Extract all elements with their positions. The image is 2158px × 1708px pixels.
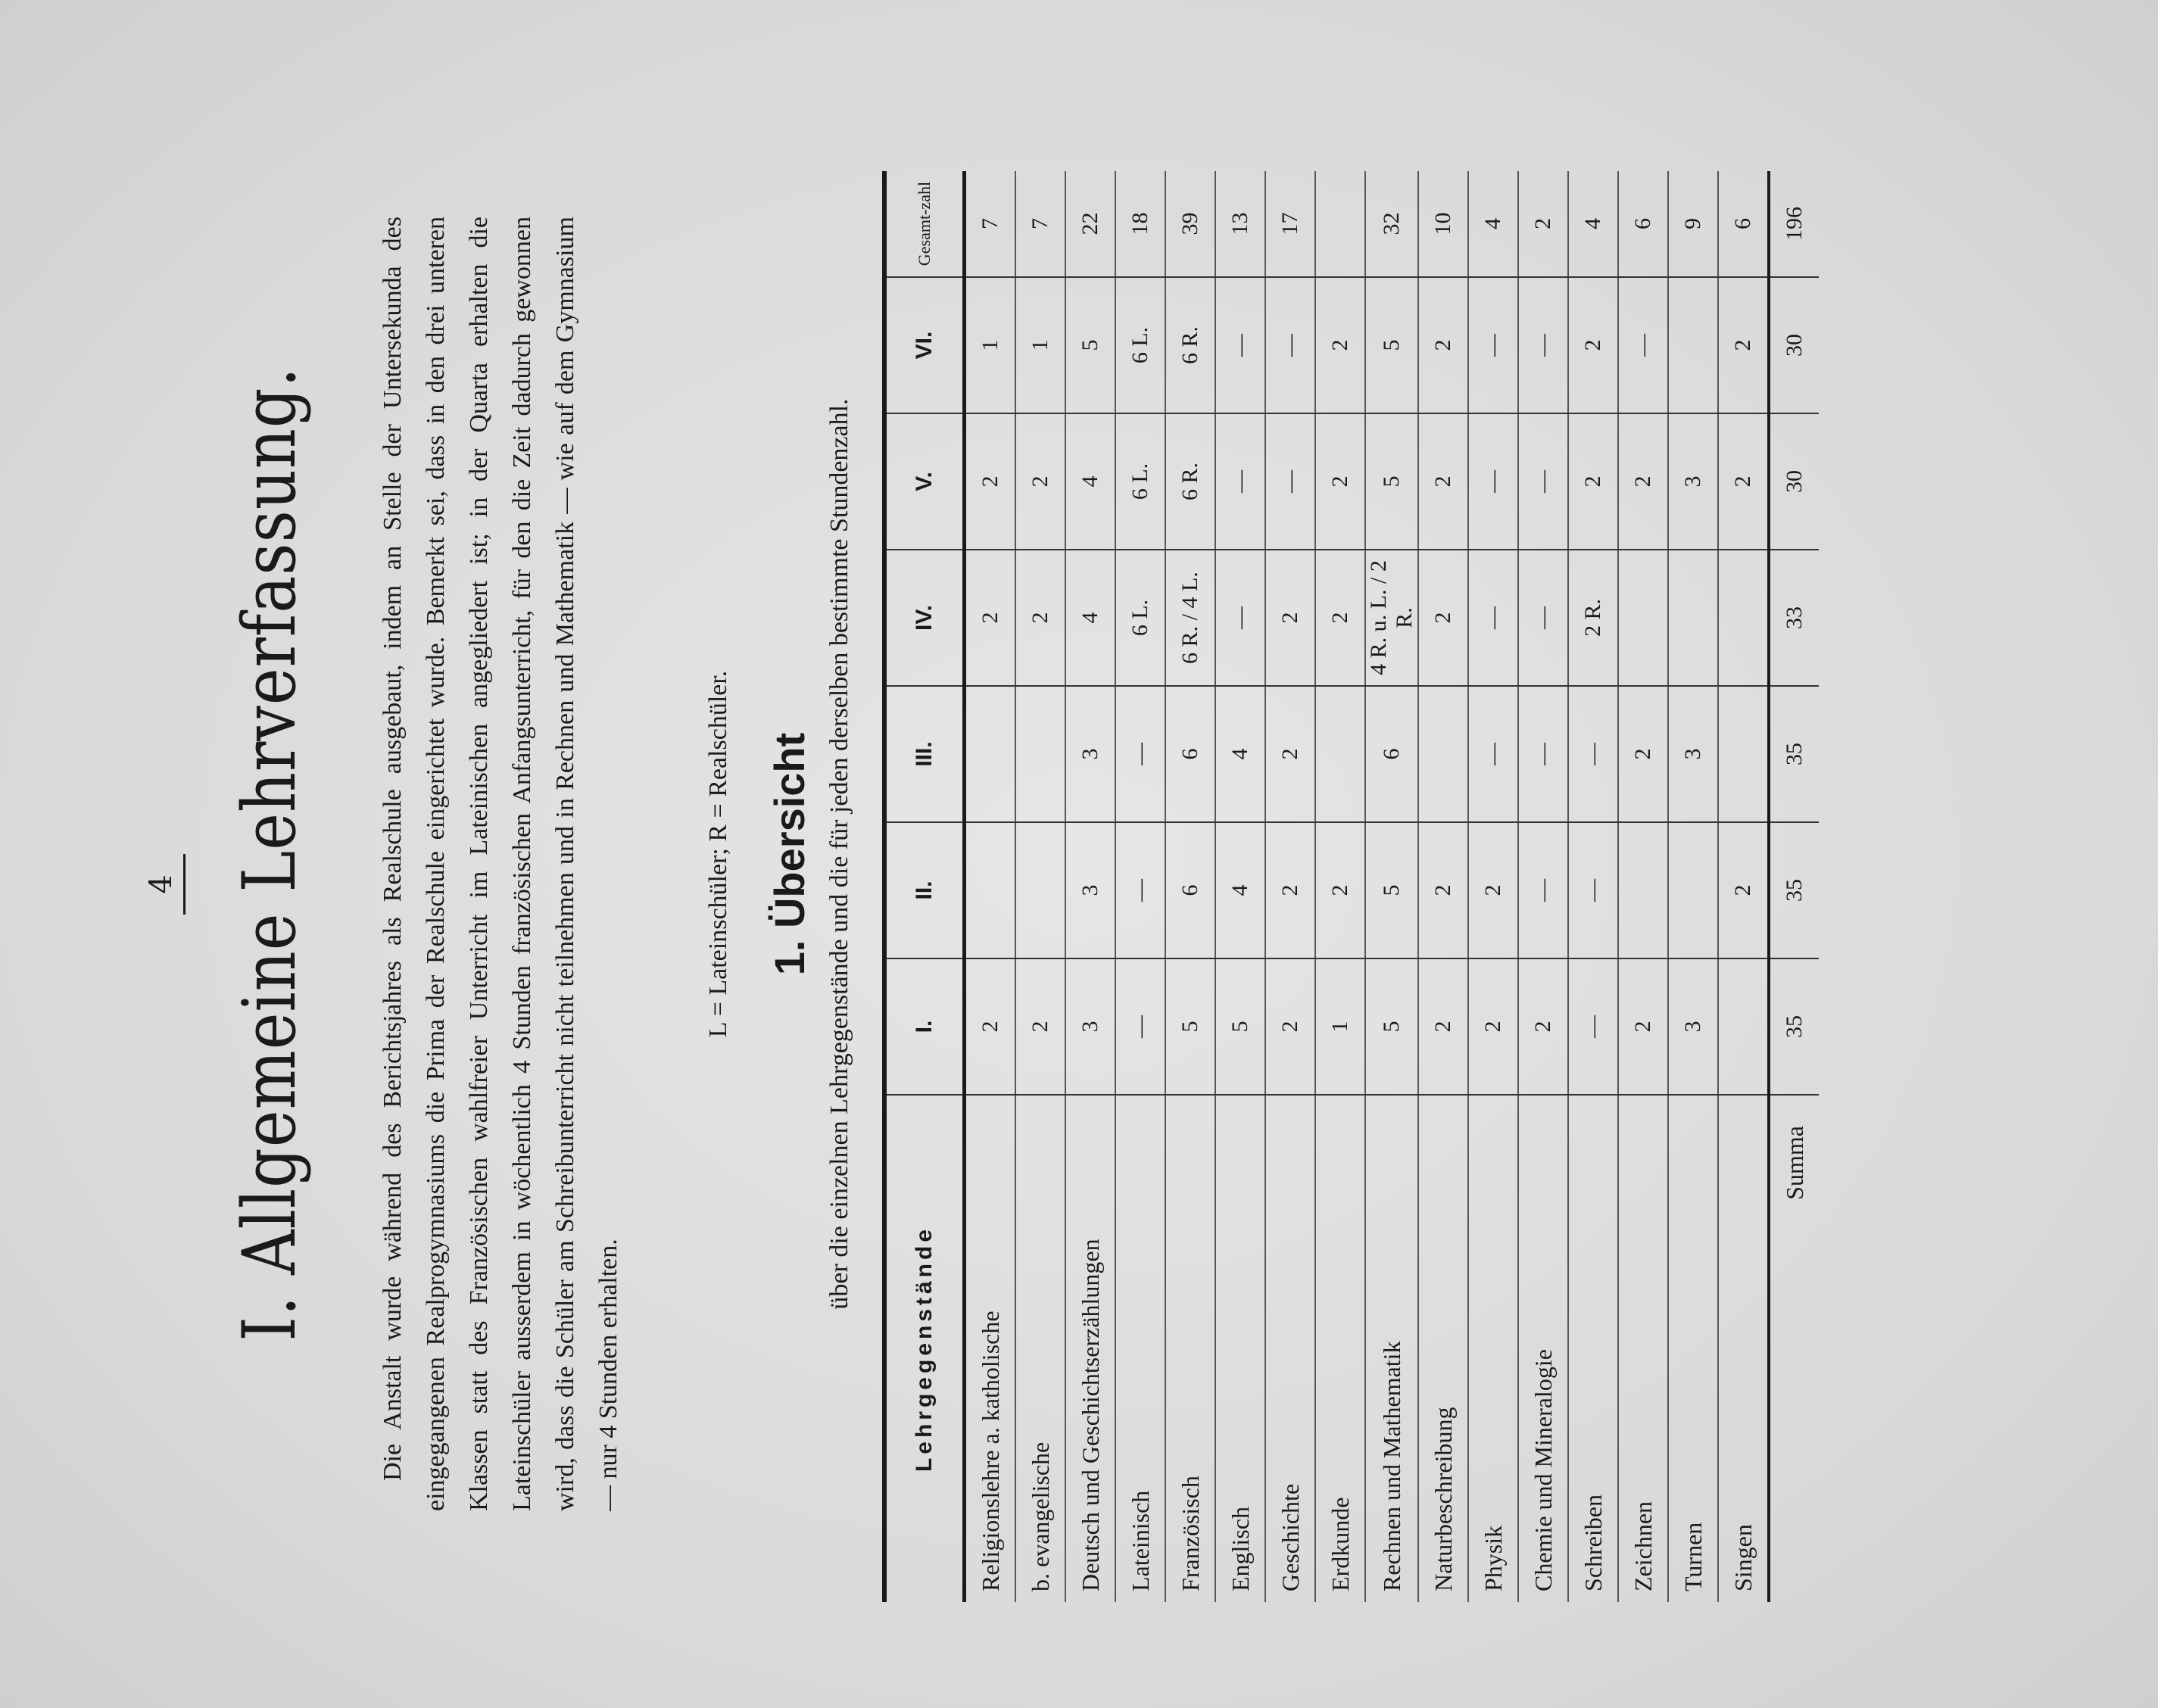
hours-cell: 2 — [1518, 958, 1568, 1095]
hours-cell: — — [1215, 277, 1265, 413]
hours-cell: 2 — [1418, 958, 1468, 1095]
overview-table — [882, 171, 1819, 1602]
hours-cell: 4 — [1065, 550, 1115, 686]
hours-cell: 2 — [1265, 686, 1315, 822]
table-row — [1215, 171, 1265, 1602]
hours-cell: 6 L. — [1115, 550, 1165, 686]
header-class-v: V. — [884, 413, 965, 550]
hours-cell: 1 — [1315, 958, 1365, 1095]
hours-cell: — — [1468, 550, 1518, 686]
hours-cell: 2 — [1418, 550, 1468, 686]
hours-cell — [1015, 822, 1065, 958]
subject-cell — [1668, 1095, 1718, 1602]
subject-label: Zeichnen — [1629, 1501, 1657, 1591]
subject-label: Deutsch und Geschichtserzählungen — [1076, 1239, 1104, 1591]
total-cell: 13 — [1215, 171, 1265, 277]
hours-cell: 3 — [1065, 958, 1115, 1095]
hours-cell: — — [1265, 413, 1315, 550]
hours-cell: — — [1468, 277, 1518, 413]
hours-cell: 2 R. — [1568, 550, 1618, 686]
hours-cell: 6 — [1165, 686, 1215, 822]
hours-cell — [1618, 550, 1668, 686]
hours-cell: 2 — [1315, 413, 1365, 550]
hours-cell: 5 — [1365, 958, 1418, 1095]
summary-label: Summa — [1780, 1126, 1808, 1200]
subject-label: Geschichte — [1276, 1483, 1304, 1591]
total-cell: 17 — [1265, 171, 1315, 277]
subject-label: Chemie und Mineralogie — [1529, 1349, 1557, 1591]
table-row — [1618, 171, 1668, 1602]
overview-table-wrapper — [882, 171, 1819, 1602]
hours-cell — [965, 822, 1016, 958]
total-cell: 6 — [1718, 171, 1769, 277]
table-row — [1365, 171, 1418, 1602]
hours-cell: 2 — [1568, 413, 1618, 550]
header-class-vi: VI. — [884, 277, 965, 413]
hours-cell: 6 R. — [1165, 277, 1215, 413]
hours-cell — [1718, 958, 1769, 1095]
page-title: I. Allgemeine Lehrverfassung. — [227, 366, 312, 1342]
header-total: Gesamt-zahl — [884, 171, 965, 277]
subject-label: Rechnen und Mathematik — [1377, 1341, 1405, 1591]
hours-cell: — — [1568, 958, 1618, 1095]
header-class-ii: II. — [884, 822, 965, 958]
hours-cell: 1 — [965, 277, 1016, 413]
hours-cell: — — [1468, 686, 1518, 822]
hours-cell: 2 — [1315, 277, 1365, 413]
total-cell: 7 — [1015, 171, 1065, 277]
hours-cell: 2 — [1015, 550, 1065, 686]
header-class-iv: IV. — [884, 550, 965, 686]
total-cell: 7 — [965, 171, 1016, 277]
table-row — [1518, 171, 1568, 1602]
intro-paragraph — [371, 217, 630, 1511]
subject-cell — [1468, 1095, 1518, 1602]
header-class-iii: III. — [884, 686, 965, 822]
hours-cell: 5 — [1365, 277, 1418, 413]
total-cell: 9 — [1668, 171, 1718, 277]
total-cell: 22 — [1065, 171, 1115, 277]
table-header-row — [884, 171, 965, 1602]
summary-cell: 33 — [1769, 550, 1819, 686]
hours-cell: — — [1518, 822, 1568, 958]
hours-cell: 2 — [1418, 822, 1468, 958]
hours-cell: — — [1568, 822, 1618, 958]
hours-cell: 2 — [1315, 550, 1365, 686]
hours-cell: 2 — [1418, 413, 1468, 550]
hours-cell: 6 L. — [1115, 413, 1165, 550]
section-subtitle: über die einzelnen Lehrgegenstände und die für jeden derselben bestimmte Stundenzahl. — [825, 398, 853, 1310]
hours-cell: — — [1215, 413, 1265, 550]
hours-cell: — — [1518, 413, 1568, 550]
total-cell: 10 — [1418, 171, 1468, 277]
hours-cell: 5 — [1165, 958, 1215, 1095]
total-cell: 32 — [1365, 171, 1418, 277]
subject-label: Lateinisch — [1126, 1490, 1154, 1591]
hours-cell — [1668, 550, 1718, 686]
hours-cell: 4 — [1215, 822, 1265, 958]
summary-cell: 30 — [1769, 277, 1819, 413]
subject-cell — [1618, 1095, 1668, 1602]
hours-cell: — — [1115, 686, 1165, 822]
header-subjects: Lehrgegenstände — [884, 1095, 965, 1602]
hours-cell: 2 — [1265, 550, 1315, 686]
hours-cell: 2 — [1015, 958, 1065, 1095]
subject-label: Singen — [1729, 1524, 1757, 1591]
hours-cell — [1015, 686, 1065, 822]
hours-cell: 2 — [1718, 822, 1769, 958]
total-cell — [1315, 171, 1365, 277]
hours-cell: 6 R. / 4 L. — [1165, 550, 1215, 686]
total-cell: 2 — [1518, 171, 1568, 277]
hours-cell: — — [1518, 277, 1568, 413]
hours-cell: 2 — [1468, 822, 1518, 958]
hours-cell: 6 L. — [1115, 277, 1165, 413]
section-title: 1. Übersicht — [766, 732, 813, 976]
hours-cell: — — [1568, 686, 1618, 822]
hours-cell: 3 — [1668, 958, 1718, 1095]
hours-cell: 2 — [1265, 958, 1315, 1095]
subject-cell — [1518, 1095, 1568, 1602]
subject-label: Englisch — [1226, 1507, 1254, 1591]
subject-label: Physik — [1479, 1525, 1507, 1591]
table-row — [1718, 171, 1769, 1602]
table-row — [1568, 171, 1618, 1602]
total-cell: 39 — [1165, 171, 1215, 277]
subject-label: Französisch — [1176, 1476, 1204, 1591]
hours-cell: 6 — [1365, 686, 1418, 822]
subject-cell — [1315, 1095, 1365, 1602]
hours-cell: — — [1468, 413, 1518, 550]
summary-row — [1769, 171, 1819, 1602]
summary-cell: 30 — [1769, 413, 1819, 550]
table-row — [1115, 171, 1165, 1602]
page-number: 4 — [144, 854, 186, 915]
header-class-i: I. — [884, 958, 965, 1095]
subject-label: Schreiben — [1579, 1494, 1607, 1591]
subject-label: b. evangelische — [1026, 1442, 1054, 1591]
intro-text: Die Anstalt wurde während des Berichtsjahres als Realschule ausgebaut, indem an Stelle der Untersekunda des eingegangenen Realprogymnasiums die Prima der Realschule eingerichtet wurde. Bemerkt sei, dass in den drei unteren Klassen statt des Französischen wahlfreier Unterricht im Lateinischen angegliedert ist; in der Quarta erhalten die Lateinschüler ausserdem in wöchentlich 4 Stunden französischen Anfangsunterricht, für den die Zeit dadurch gewonnen wird, dass die Schüler am Schreibunterricht nicht teilnehmen und in Rechnen und Mathematik — wie auf dem Gymnasium — nur 4 Stunden erhalten. — [379, 217, 622, 1511]
hours-cell — [965, 686, 1016, 822]
subject-label: Naturbeschreibung — [1429, 1407, 1457, 1591]
hours-cell — [1718, 550, 1769, 686]
abbreviation-legend: L = Lateinschüler; R = Realschüler. — [704, 670, 732, 1038]
hours-cell: 2 — [1568, 277, 1618, 413]
hours-cell: 2 — [965, 958, 1016, 1095]
hours-cell: — — [1215, 550, 1265, 686]
hours-cell: — — [1115, 822, 1165, 958]
hours-cell — [1418, 686, 1468, 822]
hours-cell: 4 R. u. L. / 2 R. — [1365, 550, 1418, 686]
summary-cell: 35 — [1769, 958, 1819, 1095]
hours-cell: 3 — [1668, 413, 1718, 550]
summary-cell: 35 — [1769, 686, 1819, 822]
subject-cell — [1065, 1095, 1115, 1602]
hours-cell: 2 — [965, 413, 1016, 550]
hours-cell: 2 — [1718, 413, 1769, 550]
hours-cell — [1315, 686, 1365, 822]
subject-cell — [1115, 1095, 1165, 1602]
hours-cell: 3 — [1668, 686, 1718, 822]
hours-cell: — — [1618, 277, 1668, 413]
table-row — [1015, 171, 1065, 1602]
hours-cell: 3 — [1065, 686, 1115, 822]
hours-cell: 2 — [1315, 822, 1365, 958]
table-row — [965, 171, 1016, 1602]
hours-cell — [1618, 822, 1668, 958]
total-cell: 18 — [1115, 171, 1165, 277]
hours-cell: 5 — [1215, 958, 1265, 1095]
hours-cell: — — [1115, 958, 1165, 1095]
hours-cell: 2 — [965, 550, 1016, 686]
table-row — [1315, 171, 1365, 1602]
subject-label: Turnen — [1679, 1522, 1707, 1591]
hours-cell: 2 — [1618, 958, 1668, 1095]
summary-cell: 35 — [1769, 822, 1819, 958]
hours-cell: 2 — [1265, 822, 1315, 958]
table-row — [1165, 171, 1215, 1602]
hours-cell: 6 — [1165, 822, 1215, 958]
subject-cell — [1568, 1095, 1618, 1602]
hours-cell: 5 — [1365, 413, 1418, 550]
hours-cell: 6 R. — [1165, 413, 1215, 550]
subject-cell — [1165, 1095, 1215, 1602]
hours-cell: 4 — [1215, 686, 1265, 822]
hours-cell — [1718, 686, 1769, 822]
hours-cell — [1668, 277, 1718, 413]
hours-cell: 3 — [1065, 822, 1115, 958]
subject-label: Erdkunde — [1326, 1497, 1354, 1591]
summary-total-cell: 196 — [1769, 171, 1819, 277]
hours-cell: 2 — [1468, 958, 1518, 1095]
table-row — [1418, 171, 1468, 1602]
table-row — [1065, 171, 1115, 1602]
table-row — [1668, 171, 1718, 1602]
subject-cell — [965, 1095, 1016, 1602]
hours-cell: 2 — [1015, 413, 1065, 550]
hours-cell: 5 — [1065, 277, 1115, 413]
hours-cell: — — [1518, 550, 1568, 686]
subject-cell — [1015, 1095, 1065, 1602]
hours-cell: 2 — [1418, 277, 1468, 413]
subject-label: Religionslehre a. katholische — [976, 1311, 1004, 1591]
hours-cell: 2 — [1718, 277, 1769, 413]
hours-cell: 2 — [1618, 686, 1668, 822]
total-cell: 4 — [1568, 171, 1618, 277]
subject-cell — [1365, 1095, 1418, 1602]
subject-cell — [1265, 1095, 1315, 1602]
subject-cell — [1718, 1095, 1769, 1602]
subject-cell — [1215, 1095, 1265, 1602]
hours-cell: 4 — [1065, 413, 1115, 550]
table-row — [1468, 171, 1518, 1602]
hours-cell: — — [1265, 277, 1315, 413]
hours-cell: — — [1518, 686, 1568, 822]
hours-cell — [1668, 822, 1718, 958]
subject-cell — [1418, 1095, 1468, 1602]
table-row — [1265, 171, 1315, 1602]
hours-cell: 2 — [1618, 413, 1668, 550]
hours-cell: 5 — [1365, 822, 1418, 958]
hours-cell: 1 — [1015, 277, 1065, 413]
total-cell: 6 — [1618, 171, 1668, 277]
total-cell: 4 — [1468, 171, 1518, 277]
